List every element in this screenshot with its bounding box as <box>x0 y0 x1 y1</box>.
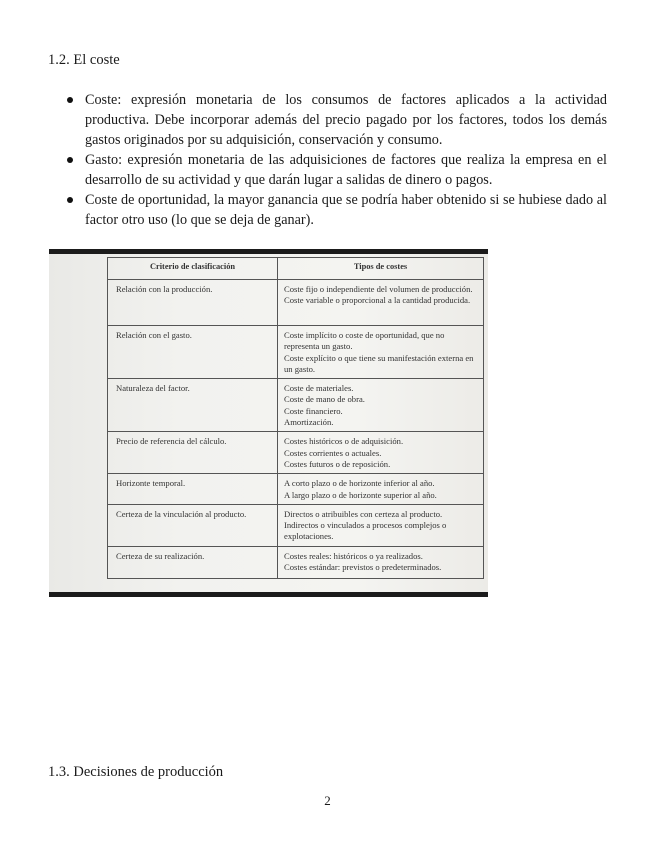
tipos-cell <box>278 546 484 578</box>
criterio-cell: Certeza de la vinculación al producto. <box>108 504 278 546</box>
bullet-term: Coste <box>85 92 118 108</box>
header-tipos: Tipos de costes <box>278 258 484 280</box>
bullet-term: Gasto <box>85 152 119 168</box>
cost-type: Directos o atribuibles con certeza al producto. <box>284 508 443 519</box>
tipos-cell <box>278 432 484 474</box>
cost-type: Costes estándar: previstos o predeterminados. <box>284 562 442 573</box>
cost-type: Coste de materiales. <box>284 383 354 394</box>
definitions-list <box>67 90 607 230</box>
cost-type: Indirectos o vinculados a procesos complejos o explotaciones. <box>284 520 447 542</box>
cost-type: Coste financiero. <box>284 405 343 416</box>
criterio-cell: Naturaleza del factor. <box>108 379 278 432</box>
table-row <box>108 379 484 432</box>
cost-type: Costes corrientes o actuales. <box>284 447 382 458</box>
criterio-cell: Relación con el gasto. <box>108 326 278 379</box>
bullet-gasto <box>67 150 607 190</box>
cost-classification-table <box>107 257 484 579</box>
cost-type: Costes reales: históricos o ya realizados. <box>284 550 423 561</box>
tipos-cell <box>278 474 484 505</box>
bullet-dot <box>67 197 73 203</box>
section-heading-el-coste: 1.2. El coste <box>48 52 120 68</box>
tipos-cell <box>278 504 484 546</box>
table-row <box>108 432 484 474</box>
bullet-term: Coste de oportunidad <box>85 192 207 208</box>
table-row <box>108 474 484 505</box>
header-criterio: Criterio de clasificación <box>108 258 278 280</box>
cost-type: Coste explícito o que tiene su manifestación externa en un gasto. <box>284 352 474 374</box>
table-row <box>108 280 484 326</box>
criterio-cell: Certeza de su realización. <box>108 546 278 578</box>
table-row <box>108 326 484 379</box>
tipos-cell <box>278 379 484 432</box>
bullet-dot <box>67 97 73 103</box>
cost-type: A largo plazo o de horizonte superior al año. <box>284 489 437 500</box>
page-number: 2 <box>324 793 331 808</box>
tipos-cell <box>278 280 484 326</box>
bullet-dot <box>67 157 73 163</box>
cost-type: A corto plazo o de horizonte inferior al año. <box>284 478 435 489</box>
bullet-text: : expresión monetaria de los consumos de factores aplicados a la actividad productiva. Debe incorporar además del precio pagado por los factores, todos los demás gastos originados por su adquisición, conservación y consumo. <box>85 92 607 148</box>
cost-type: Coste de mano de obra. <box>284 394 365 405</box>
table-body <box>108 280 484 579</box>
tipos-cell <box>278 326 484 379</box>
table-row <box>108 504 484 546</box>
criterio-cell: Horizonte temporal. <box>108 474 278 505</box>
bullet-coste-oportunidad <box>67 190 607 230</box>
cost-type: Amortización. <box>284 417 334 428</box>
table-row <box>108 546 484 578</box>
table-header-row <box>108 258 484 280</box>
criterio-cell: Relación con la producción. <box>108 280 278 326</box>
cost-type: Coste variable o proporcional a la cantidad producida. <box>284 295 471 306</box>
bullet-text: : expresión monetaria de las adquisiciones de factores que realiza la empresa en el desarrollo de su actividad y que darán lugar a salidas de dinero o pagos. <box>85 152 607 188</box>
bullet-text: , la mayor ganancia que se podría haber obtenido si se hubiese dado al factor otro uso (lo que se deja de ganar). <box>85 192 607 228</box>
cost-type: Coste fijo o independiente del volumen de producción. <box>284 284 473 294</box>
section-heading-decisiones: 1.3. Decisiones de producción <box>48 764 224 780</box>
cost-type: Coste implícito o coste de oportunidad, que no representa un gasto. <box>284 330 445 352</box>
criterio-cell: Precio de referencia del cálculo. <box>108 432 278 474</box>
cost-type: Costes históricos o de adquisición. <box>284 436 404 447</box>
bullet-coste <box>67 90 607 150</box>
scanned-cost-table-image <box>49 249 488 597</box>
cost-type: Costes futuros o de reposición. <box>284 458 391 469</box>
